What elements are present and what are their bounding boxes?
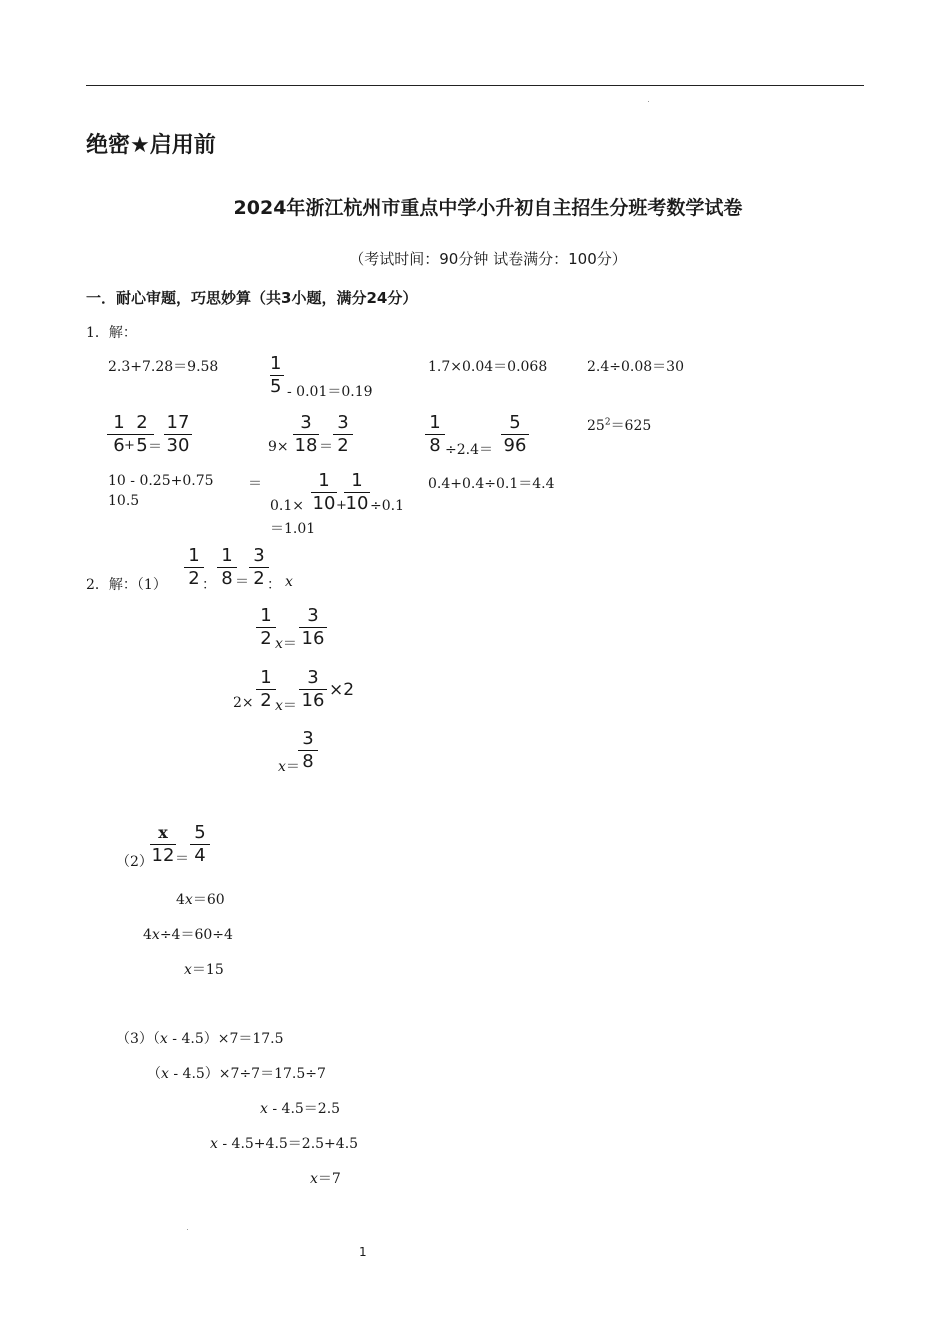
numerator: 1 xyxy=(107,414,131,435)
q1-r2-power xyxy=(587,415,651,435)
denominator: 6 xyxy=(113,435,125,456)
equals-sign: ＝ xyxy=(319,439,333,455)
numerator: 3 xyxy=(299,669,327,690)
variable-x: x xyxy=(210,1136,218,1152)
denominator: 2 xyxy=(253,568,265,589)
q1-r3-expr3: 0.4+0.4÷0.1＝4.4 xyxy=(428,476,555,492)
denominator: 2 xyxy=(260,690,272,711)
numerator: 1 xyxy=(311,472,337,493)
denominator: 96 xyxy=(503,435,527,456)
fraction xyxy=(299,607,327,648)
question-1-label: 1．解： xyxy=(86,325,137,341)
variable-x: x xyxy=(275,698,283,714)
q1-r1-expr2-tail: - 0.01＝0.19 xyxy=(287,384,373,400)
q2-p3-line2 xyxy=(147,1063,326,1083)
times-tail: ×2 xyxy=(329,680,355,700)
equals-sign: ＝ xyxy=(282,636,297,652)
variable-x: x xyxy=(285,574,293,590)
part-3-label: （3）（ xyxy=(116,1031,160,1047)
equation-rest: - 4.5）×7÷7＝17.5÷7 xyxy=(168,1066,326,1082)
numerator: 1 xyxy=(184,547,204,568)
numerator: 3 xyxy=(293,414,319,435)
fraction xyxy=(501,414,529,455)
fraction xyxy=(150,824,176,865)
q2-p1-l2-mid xyxy=(275,633,297,653)
numerator: 3 xyxy=(298,730,318,751)
fraction xyxy=(249,547,269,588)
equation-rest: - 4.5＝2.5 xyxy=(267,1101,341,1117)
times-prefix: 2× xyxy=(233,695,254,711)
equals-sign: ＝ xyxy=(175,851,189,867)
fraction xyxy=(299,669,327,710)
variable-x: x xyxy=(184,892,193,908)
plus-sign: + xyxy=(336,498,347,513)
variable-x: x xyxy=(151,927,160,943)
plus-sign: + xyxy=(124,438,135,453)
q2-p1-l3-mid xyxy=(275,695,297,715)
equation-rest: - 4.5）×7＝17.5 xyxy=(167,1031,284,1047)
q2-p2-line3 xyxy=(143,924,233,944)
ratio-sign: ： xyxy=(202,577,216,593)
denominator: 12 xyxy=(151,845,175,866)
fraction xyxy=(256,607,276,648)
equals-sign: ＝ xyxy=(235,574,249,590)
denominator: 10 xyxy=(345,493,369,514)
denominator: 5 xyxy=(270,376,282,397)
q2-p3-line5 xyxy=(310,1168,341,1188)
numerator: 1 xyxy=(256,607,276,628)
q2-p1-l4-mid xyxy=(278,756,300,776)
q1-r1-expr3: 1.7×0.04＝0.068 xyxy=(428,359,548,375)
ratio-sign: ： xyxy=(267,577,281,593)
equals-sign: ＝ xyxy=(285,759,300,775)
variable-x: x xyxy=(184,962,192,978)
fraction xyxy=(425,414,445,455)
coefficient: 4 xyxy=(176,892,185,908)
fraction xyxy=(298,730,318,771)
fraction xyxy=(344,472,370,513)
open-paren: （ xyxy=(147,1066,161,1082)
equation-rest: ＝15 xyxy=(191,962,224,978)
denominator: 2 xyxy=(188,568,200,589)
variable-x: x xyxy=(161,1066,169,1082)
question-2-label: 2．解：（1） xyxy=(86,577,167,593)
variable-x: x xyxy=(159,1031,168,1047)
page-title: 2024年浙江杭州市重点中学小升初自主招生分班考数学试卷 xyxy=(233,197,743,219)
numerator: 3 xyxy=(299,607,327,628)
equation-rest: ÷4＝60÷4 xyxy=(159,927,233,943)
q2-p3-line3 xyxy=(260,1098,340,1118)
power-exponent: 2 xyxy=(604,417,611,428)
q1-r1-fraction xyxy=(270,355,284,396)
numerator: 1 xyxy=(344,472,370,493)
numerator: 1 xyxy=(256,669,276,690)
equation-rest: ＝7 xyxy=(317,1171,341,1187)
q2-p3-line4 xyxy=(210,1133,358,1153)
denominator: 16 xyxy=(301,628,325,649)
fraction xyxy=(190,824,210,865)
fraction xyxy=(333,414,353,455)
stray-dot xyxy=(648,101,649,102)
denominator: 8 xyxy=(221,568,233,589)
variable-x: x xyxy=(310,1171,318,1187)
denominator: 8 xyxy=(429,435,441,456)
numerator: 5 xyxy=(190,824,210,845)
numerator: 1 xyxy=(425,414,445,435)
denominator: 2 xyxy=(260,628,272,649)
numerator: 1 xyxy=(270,355,284,376)
numerator: x xyxy=(150,824,176,845)
secret-label: 绝密★启用前 xyxy=(86,133,216,158)
equals-sign: ＝ xyxy=(282,698,297,714)
variable-x: x xyxy=(260,1101,268,1117)
times-prefix: 9× xyxy=(268,439,289,455)
q1-r1-expr4: 2.4÷0.08＝30 xyxy=(587,359,684,375)
q1-r3-expr2-result: ＝1.01 xyxy=(270,521,316,537)
q1-r3-expr1-line2: 10.5 xyxy=(108,493,140,509)
denominator: 18 xyxy=(294,435,318,456)
page-number: 1 xyxy=(359,1245,367,1259)
denominator: 4 xyxy=(194,845,206,866)
part-2-label: （2） xyxy=(116,854,153,870)
numerator: 5 xyxy=(501,414,529,435)
divide-tail: ÷0.1 xyxy=(370,498,404,514)
equals-sign: ＝ xyxy=(248,476,262,492)
power-result: ＝625 xyxy=(610,418,652,434)
header-rule xyxy=(86,85,864,86)
fraction xyxy=(256,669,276,710)
fraction xyxy=(311,472,337,513)
q2-p3-line1 xyxy=(116,1028,284,1048)
fraction xyxy=(184,547,204,588)
denominator: 2 xyxy=(337,435,349,456)
denominator: 5 xyxy=(136,435,148,456)
denominator: 10 xyxy=(312,493,336,514)
equals-sign: ＝ xyxy=(148,439,162,455)
numerator: 3 xyxy=(333,414,353,435)
fraction xyxy=(164,414,192,455)
fraction xyxy=(217,547,237,588)
denominator: 16 xyxy=(301,690,325,711)
stray-dot xyxy=(187,1229,188,1230)
numerator: 3 xyxy=(249,547,269,568)
exam-subtitle: （考试时间：90分钟 试卷满分：100分） xyxy=(349,250,627,268)
numerator: 2 xyxy=(130,414,154,435)
numerator: 17 xyxy=(164,414,192,435)
coefficient: 4 xyxy=(143,927,152,943)
variable-x: x xyxy=(278,759,286,775)
denominator: 8 xyxy=(302,751,314,772)
numerator: 1 xyxy=(217,547,237,568)
power-base: 25 xyxy=(587,418,605,434)
denominator: 30 xyxy=(166,435,190,456)
q1-r3-expr1-line1: 10 - 0.25+0.75 xyxy=(108,473,214,489)
section-heading: 一．耐心审题，巧思妙算（共3小题，满分24分） xyxy=(86,289,418,307)
divide-expr: ÷2.4＝ xyxy=(445,442,493,458)
equation-rest: - 4.5+4.5＝2.5+4.5 xyxy=(217,1136,359,1152)
q2-p2-line2 xyxy=(176,889,225,909)
variable-x: x xyxy=(275,636,283,652)
equation-rest: ＝60 xyxy=(192,892,225,908)
q1-r1-expr1: 2.3+7.28＝9.58 xyxy=(108,359,219,375)
q2-p2-line4 xyxy=(184,959,224,979)
fraction xyxy=(293,414,319,455)
times-prefix: 0.1× xyxy=(270,498,304,514)
